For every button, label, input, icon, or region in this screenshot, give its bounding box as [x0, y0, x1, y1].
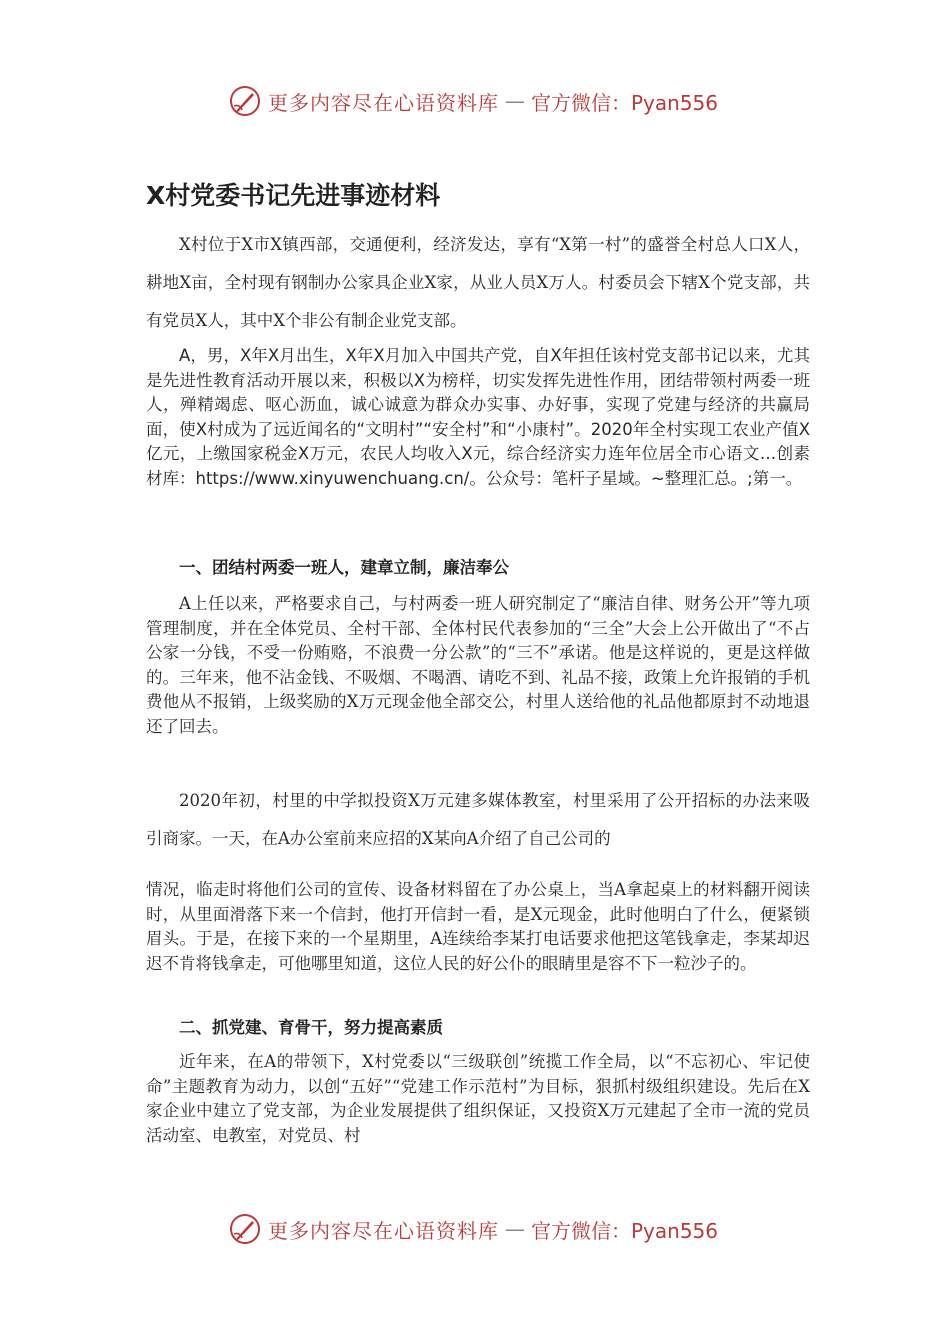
banner-dash: — [505, 89, 525, 113]
paragraph-integrity: A上任以来，严格要求自己，与村两委一班人研究制定了“廉洁自律、财务公开”等九项管理制度，并在全体党员、全村干部、全体村民代表参加的“三全”大会上公开做出了“不占公家一分钱，不受一份贿赂，不浪费一分公款”的“三不”承诺。他是这样说的，更是这样做的。三年来，他不沾金钱、不吸烟、不喝酒、请吃不到、礼品不接，政策上允许报销的手机费他从不报销，上级奖励的X万元现金他全部交公，村里人送给他的礼品他都原封不动地退还了回去。 [146, 594, 810, 736]
document-title: X村党委书记先进事迹材料 [146, 181, 441, 210]
paragraph-envelope: 情况，临走时将他们公司的宣传、设备材料留在了办公桌上，当A拿起桌上的材料翻开阅读时，从里面滑落下来一个信封，他打开信封一看，是X元现金，此时他明白了什么，便紧锁眉头。于是，在接下来的一个星期里，A连续给李某打电话要求他把这笔钱拿走，李某却迟迟不肯将钱拿走，可他哪里知道，这位人民的好公仆的眼睛里是容不下一粒沙子的。 [146, 880, 810, 973]
paragraph-intro: X村位于X市X镇西部，交通便利，经济发达，享有“X第一村”的盛誉全村总人口X人，耕地X亩，全村现有钢制办公家具企业X家，从业人员X万人。村委员会下辖X个党支部，共有党员X人，其中X个非公有制企业党支部。 [146, 235, 810, 330]
banner-dash: — [505, 1217, 525, 1241]
header-banner [228, 84, 718, 118]
paragraph-profile: A，男，X年X月出生，X年X月加入中国共产党，自X年担任该村党支部书记以来，尤其是先进性教育活动开展以来，积极以X为榜样，切实发挥先进性作用，团结带领村两委一班人，殚精竭虑、呕心沥血，诚心诚意为群众办实事、办好事，实现了党建与经济的共赢局面，使X村成为了远近闻名的“文明村”“安全村”和“小康村”。2020年全村实现工农业产值X亿元，上缴国家税金X万元，农民人均收入X元，综合经济实力连年位居全市心语文…创素材库：https://www.xinyuwenchuang.cn/。公众号：笔杆子星域。~整理汇总。;第一。 [146, 346, 810, 488]
banner-wechat-text: 官方微信：Pyan556 [531, 90, 719, 115]
banner-main-text: 更多内容尽在心语资料库 [268, 90, 499, 115]
banner-main-text: 更多内容尽在心语资料库 [268, 1218, 499, 1243]
section-heading-1: 一、团结村两委一班人，建章立制，廉洁奉公 [179, 558, 509, 577]
quill-pen-logo-icon [228, 84, 262, 118]
banner-wechat-text: 官方微信：Pyan556 [531, 1218, 719, 1243]
quill-pen-logo-icon [228, 1212, 262, 1246]
footer-banner [228, 1212, 718, 1246]
paragraph-party-building: 近年来，在A的带领下，X村党委以“三级联创”统揽工作全局，以“不忘初心、牢记使命”主题教育为动力，以创“五好”“党建工作示范村”为目标，狠抓村级组织建设。先后在X家企业中建立了党支部，为企业发展提供了组织保证，又投资X万元建起了全市一流的党员活动室、电教室，对党员、村 [146, 1052, 810, 1145]
paragraph-bidding: 2020年初，村里的中学拟投资X万元建多媒体教室，村里采用了公开招标的办法来吸引商家。一天，在A办公室前来应招的X某向A介绍了自己公司的 [146, 791, 810, 848]
section-heading-2: 二、抓党建、育骨干，努力提高素质 [179, 1018, 443, 1037]
